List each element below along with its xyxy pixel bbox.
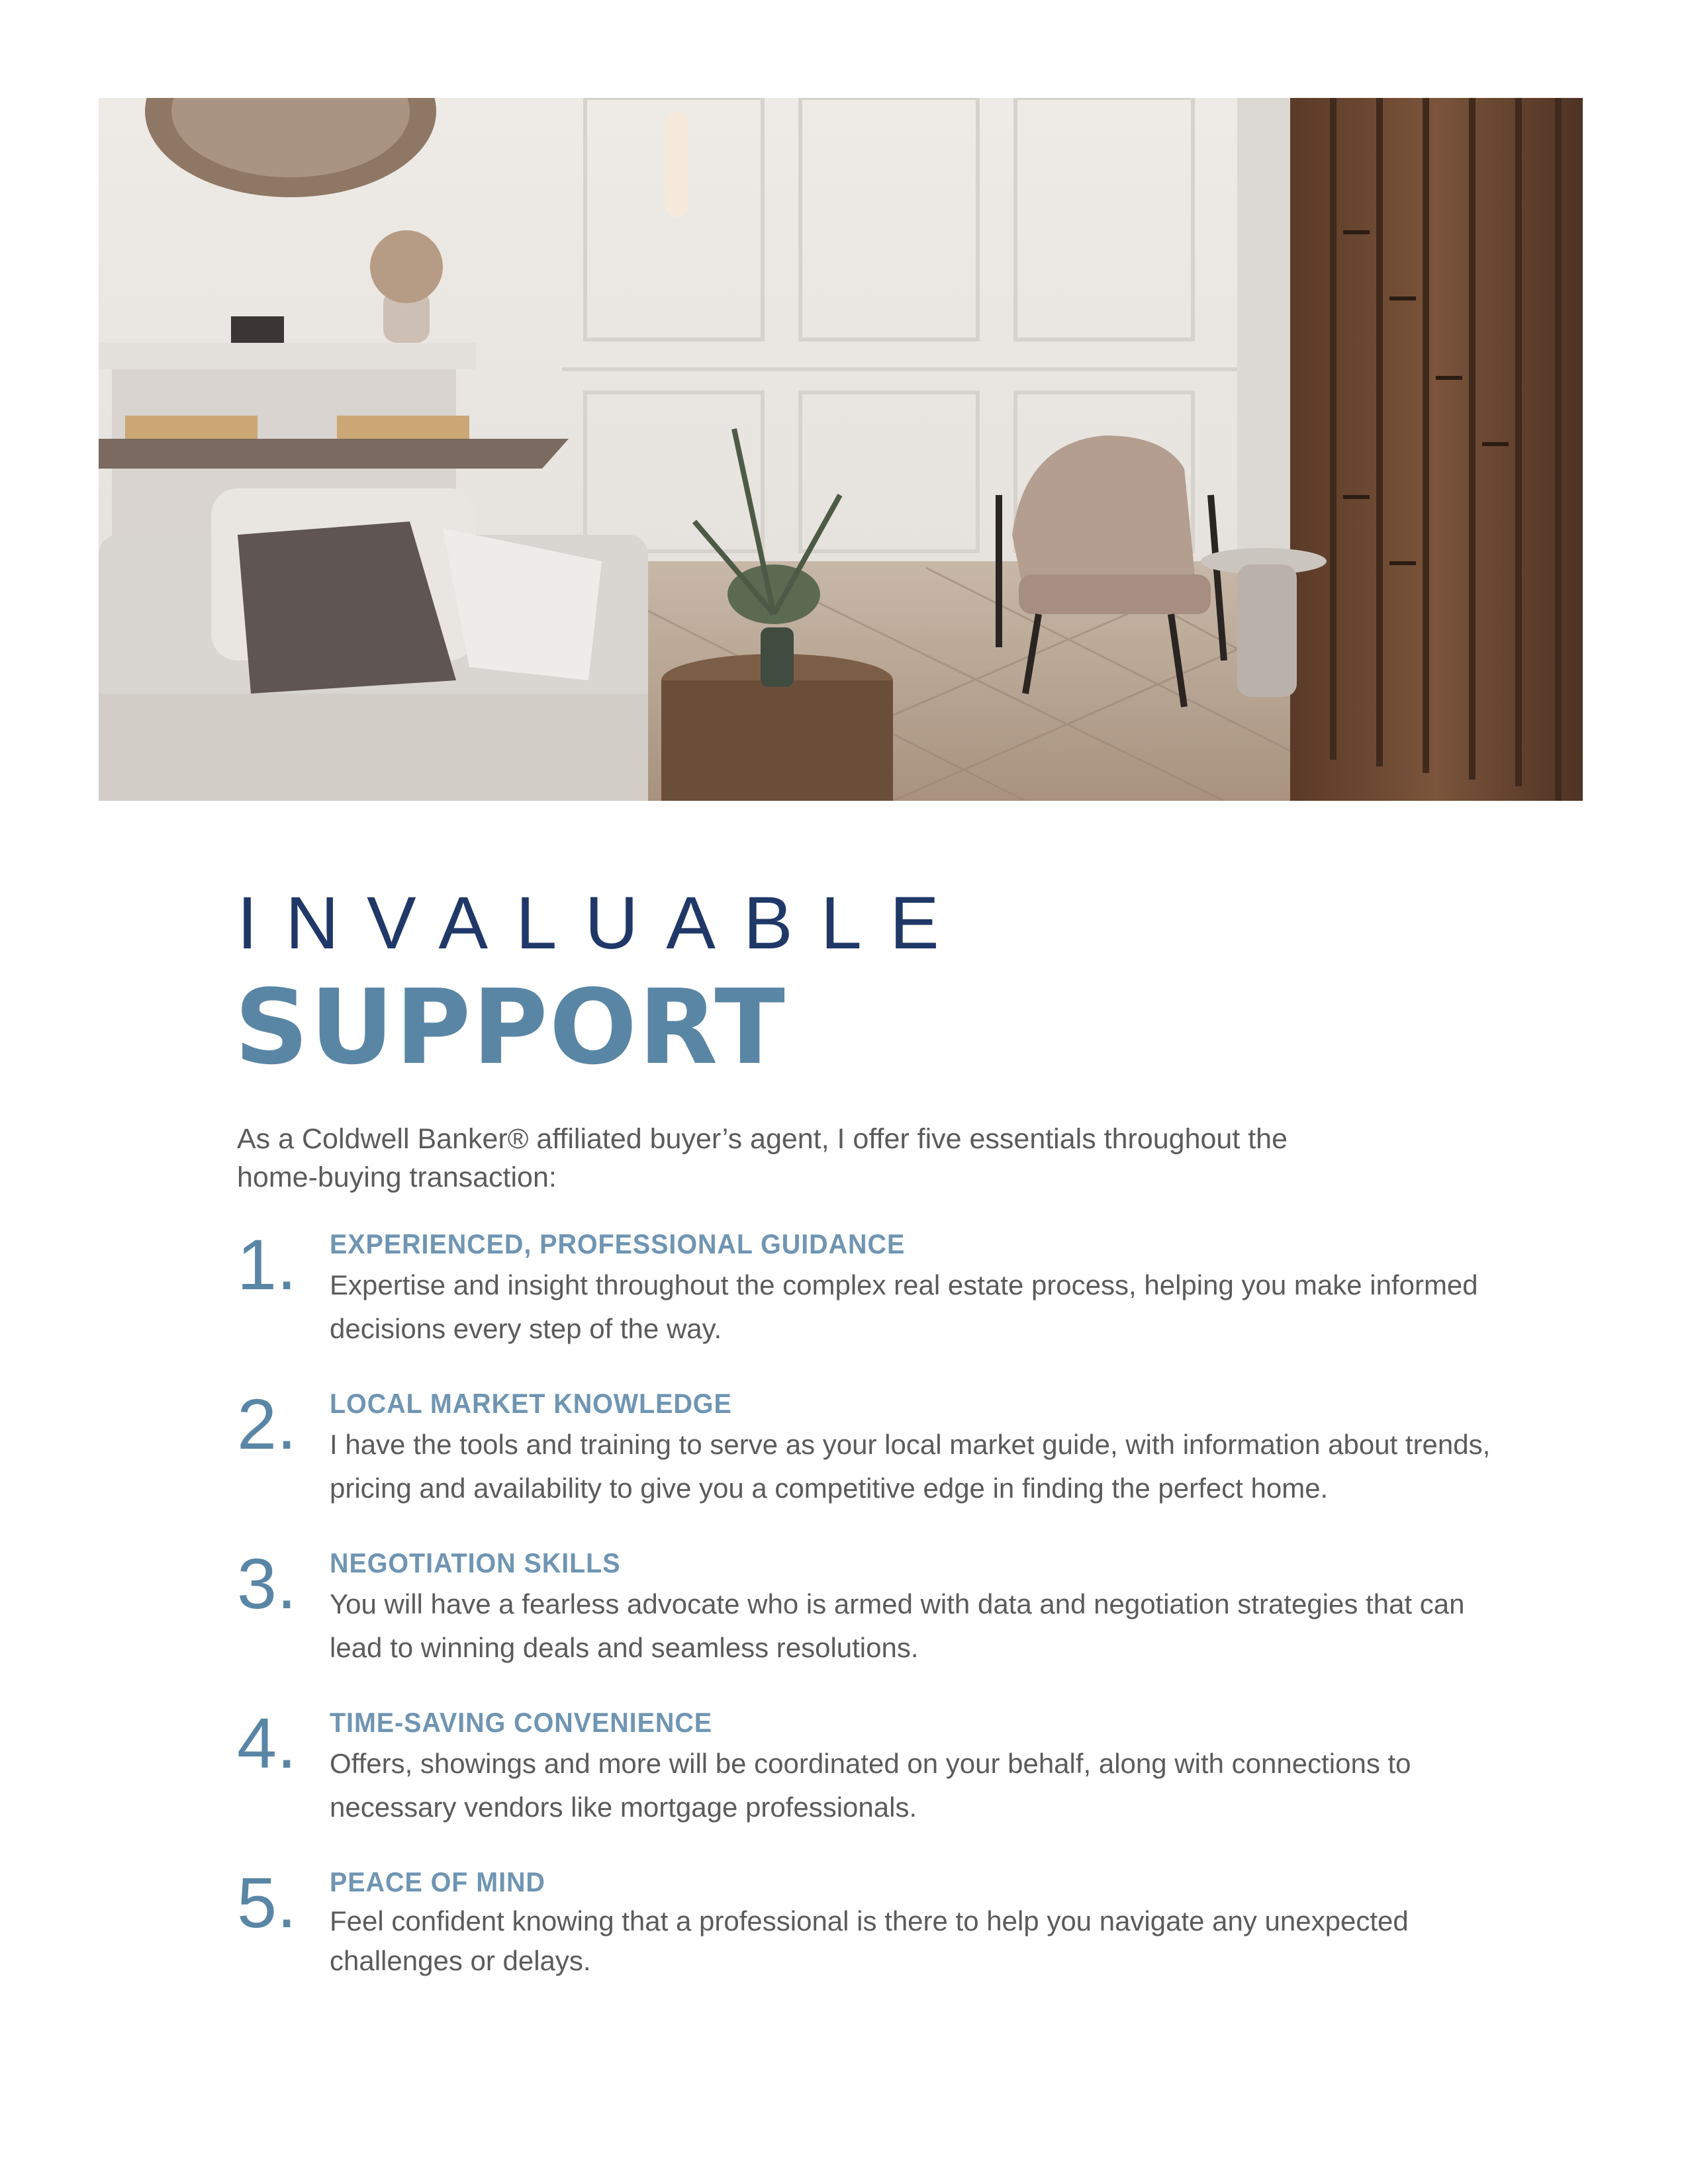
interior-photo — [99, 98, 1583, 801]
item-body — [330, 1863, 1521, 1981]
item-body — [330, 1385, 1521, 1510]
intro-paragraph: As a Coldwell Banker® affiliated buyer’s agent, I offer five essentials throughout the home-buying transaction: — [237, 1123, 1288, 1193]
item-number: 1. — [237, 1224, 297, 1304]
item-number: 2. — [237, 1384, 297, 1464]
content — [234, 880, 1495, 2023]
item-text: Feel confident knowing that a professional is there to help you navigate any unexpected challenges or delays. — [330, 1905, 1409, 1976]
item-title: LOCAL MARKET KNOWLEDGE — [330, 1388, 732, 1419]
list-item — [237, 1385, 1495, 1544]
list-item — [237, 1544, 1495, 1704]
list-item — [237, 1225, 1495, 1385]
kicker-title: INVALUABLE — [237, 882, 967, 964]
item-title: EXPERIENCED, PROFESSIONAL GUIDANCE — [330, 1228, 906, 1259]
list-item — [237, 1704, 1495, 1863]
item-title: NEGOTIATION SKILLS — [330, 1547, 621, 1578]
item-body — [330, 1225, 1521, 1351]
item-body — [330, 1704, 1521, 1829]
item-number: 4. — [237, 1703, 297, 1783]
list-item — [237, 1863, 1495, 2023]
item-text: Expertise and insight throughout the complex real estate process, helping you make informed decisions every step of the way. — [330, 1269, 1478, 1344]
item-number: 3. — [237, 1543, 297, 1623]
hero-image — [99, 98, 1583, 801]
headline: SUPPORT — [234, 967, 786, 1087]
item-text: You will have a fearless advocate who is armed with data and negotiation strategies that can lead to winning deals and seamless resolutions. — [330, 1588, 1465, 1663]
item-title: TIME-SAVING CONVENIENCE — [330, 1707, 713, 1738]
item-body — [330, 1544, 1521, 1670]
item-text: I have the tools and training to serve as your local market guide, with information about trends, pricing and availability to give you a competitive edge in finding the perfect home. — [330, 1429, 1491, 1504]
item-title: PEACE OF MIND — [330, 1866, 545, 1897]
essentials-list — [237, 1225, 1495, 2023]
item-text: Offers, showings and more will be coordinated on your behalf, along with connections to necessary vendors like mortgage professionals. — [330, 1748, 1411, 1823]
item-number: 5. — [237, 1862, 297, 1942]
